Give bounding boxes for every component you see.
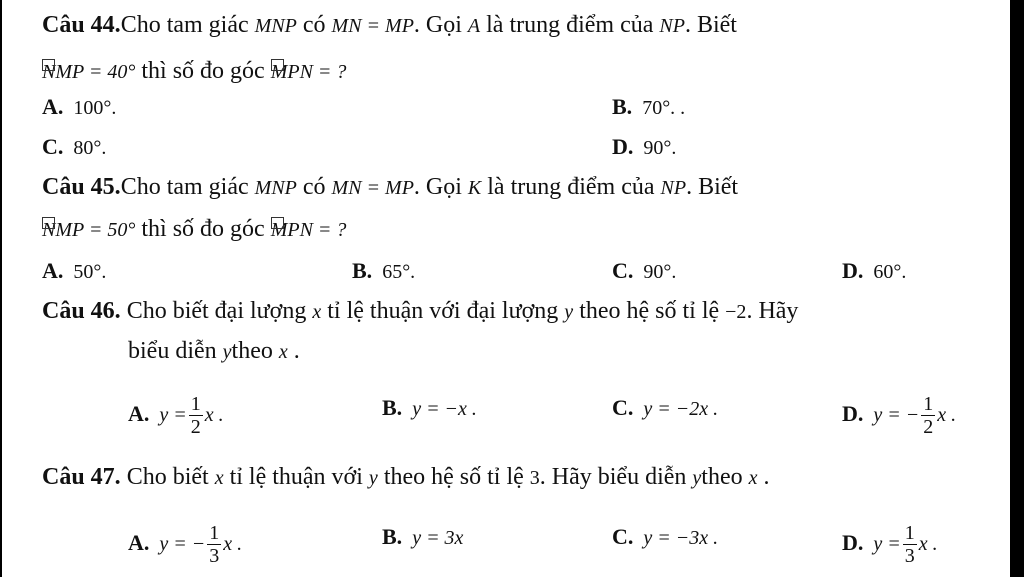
q46-line2: biểu diễn ytheo x .	[128, 338, 300, 364]
angle-hat-icon	[271, 59, 284, 71]
q45-line2: NMP = 50° thì số đo góc MPN = ?	[42, 214, 346, 245]
q44-option-d[interactable]: D. 90°.	[612, 134, 677, 159]
right-border	[1010, 0, 1024, 577]
q44-option-c[interactable]: C. 80°.	[42, 134, 107, 159]
fraction: $\frac{1}{2}$	[923, 393, 934, 438]
q46-line1: Câu 46. Cho biết đại lượng x tỉ lệ thuận với đại lượng y theo hệ số tỉ lệ −2. Hãy	[42, 298, 799, 324]
q45-option-d[interactable]: D. 60°.	[842, 258, 907, 283]
q44-given-angle: NMP = 40°	[42, 61, 136, 83]
q47-option-c[interactable]: C. y = −3x .	[612, 524, 719, 549]
q47-label: Câu 47.	[42, 464, 121, 490]
q45-given-angle: NMP = 50°	[42, 219, 136, 241]
q45-option-a[interactable]: A. 50°.	[42, 258, 107, 283]
q47-option-a[interactable]: A. y = − $\frac{1}{3}$ x .	[128, 522, 243, 567]
q47-option-d[interactable]: D. y = $\frac{1}{3}$ x .	[842, 522, 938, 567]
fraction: $\frac{1}{3}$	[209, 522, 220, 567]
q46-option-b[interactable]: B. y = −x .	[382, 395, 477, 420]
q45-line1: Câu 45.Cho tam giác MNP có MN = MP. Gọi K là trung điểm của NP. Biết	[42, 174, 739, 200]
fraction: $\frac{1}{2}$	[190, 393, 201, 438]
q47-option-b[interactable]: B. y = 3x	[382, 524, 464, 549]
q47-line1: Câu 47. Cho biết x tỉ lệ thuận với y theo hệ số tỉ lệ 3. Hãy biểu diễn ytheo x .	[42, 464, 770, 490]
q44-line2: NMP = 40° thì số đo góc MPN = ?	[42, 56, 346, 87]
q45-label: Câu 45.	[42, 174, 121, 200]
q45-target-angle: MPN = ?	[270, 219, 347, 241]
angle-hat-icon	[271, 217, 284, 229]
angle-hat-icon	[42, 59, 55, 71]
q46-option-a[interactable]: A. y = $\frac{1}{2}$ x .	[128, 393, 224, 438]
q45-option-c[interactable]: C. 90°.	[612, 258, 677, 283]
q44-label: Câu 44.	[42, 12, 121, 38]
q44-line1: Câu 44.Cho tam giác MNP có MN = MP. Gọi A là trung điểm của NP. Biết	[42, 12, 737, 38]
q44-target-angle: MPN = ?	[270, 61, 347, 83]
q46-label: Câu 46.	[42, 298, 121, 324]
left-border	[0, 0, 2, 577]
q46-option-d[interactable]: D. y = − $\frac{1}{2}$ x .	[842, 393, 957, 438]
q46-option-c[interactable]: C. y = −2x .	[612, 395, 719, 420]
angle-hat-icon	[42, 217, 55, 229]
q44-option-a[interactable]: A. 100°.	[42, 94, 117, 119]
q45-option-b[interactable]: B. 65°.	[352, 258, 416, 283]
fraction: $\frac{1}{3}$	[904, 522, 915, 567]
q44-option-b[interactable]: B. 70°. .	[612, 94, 686, 119]
